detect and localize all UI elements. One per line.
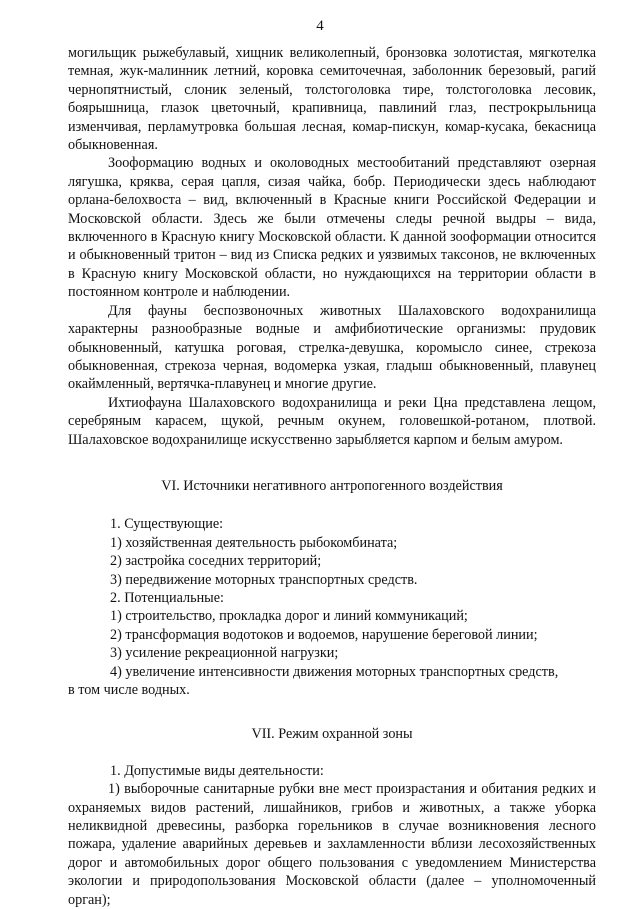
potential-source-item: 3) усиление рекреационной нагрузки; <box>110 645 339 662</box>
existing-source-item: 3) передвижение моторных транспортных средств. <box>110 571 418 588</box>
paragraph-insects-continued: могильщик рыжебулавый, хищник великолепный, бронзовка золотистая, мягкотелка темная, жук-малинник летний, коровка семиточечная, заболонник березовый, рагий чернопятнистый, слоник зеленый, толстоголовка тире, толстоголовка лесовик, боярышница, глазок цветочный, крапивница, павлиний глаз, пестрокрыльница изменчивая, перламутровка большая лесная, комар-пискун, комар-кусака, бекасница обыкновенная. <box>68 45 596 154</box>
existing-source-item: 2) застройка соседних территорий; <box>110 553 322 570</box>
allowed-activity-item: 1) выборочные санитарные рубки вне мест произрастания и обитания редких и охраняемых видов растений, лишайников, грибов и животных, а также уборка неликвидной древесины, разборка горельников в случае возникновения лесного пожара, удаление аварийных деревьев и захламленности вблизи лесохозяйственных дорог и автомобильных дорог общего пользования с уведомлением Министерства экологии и природопользования Московской области (далее – уполномоченный орган); <box>68 781 596 908</box>
section-heading-protection-regime: VII. Режим охранной зоны <box>251 726 413 743</box>
paragraph-aquatic-zooformation: Зооформацию водных и околоводных местообитаний представляют озерная лягушка, кряква, серая цапля, сизая чайка, бобр. Периодически здесь наблюдают орлана-белохвоста – вид, включенный в Красные книги Российской Федерации и Московской области. Здесь же были отмечены следы речной выдры – вида, включенного в Красную книгу Московской области. К данной зооформации относится и обыкновенный тритон – вид из Списка редких и уязвимых таксонов, не включенных в Красную книгу Московской области, но нуждающихся на территории области в постоянном контроле и наблюдении. <box>68 155 596 301</box>
existing-source-item: 1) хозяйственная деятельность рыбокомбината; <box>110 534 398 551</box>
potential-source-item: 1) строительство, прокладка дорог и линий коммуникаций; <box>110 608 468 625</box>
section-heading-negative-sources: VI. Источники негативного антропогенного воздействия <box>161 477 503 494</box>
paragraph-invertebrates: Для фауны беспозвоночных животных Шалаховского водохранилища характерны разнообразные водные и амфибиотические организмы: прудовик обыкновенный, катушка роговая, стрелка-девушка, коромысло синее, стрекоза обыкновенная, стрекоза черная, водомерка узкая, гладыш обыкновенный, плавунец окаймленный, вертячка-плавунец и многие другие. <box>68 302 596 393</box>
potential-sources-label: 2. Потенциальные: <box>110 589 224 606</box>
potential-source-item: 4) увеличение интенсивности движения моторных транспортных средств, <box>110 663 559 680</box>
potential-source-item: 2) трансформация водотоков и водоемов, нарушение береговой линии; <box>110 626 538 643</box>
document-body <box>68 44 596 909</box>
page-number: 4 <box>316 18 324 34</box>
existing-sources-label: 1. Существующие: <box>110 516 224 533</box>
paragraph-ichthyofauna: Ихтиофауна Шалаховского водохранилища и реки Цна представлена лещом, серебряным карасем, щукой, речным окунем, головешкой-ротаном, плотвой. Шалаховское водохранилище искусственно зарыбляется карпом и белым амуром. <box>68 394 596 448</box>
allowed-activities-label: 1. Допустимые виды деятельности: <box>110 762 324 779</box>
potential-source-item-continuation: в том числе водных. <box>68 682 190 698</box>
